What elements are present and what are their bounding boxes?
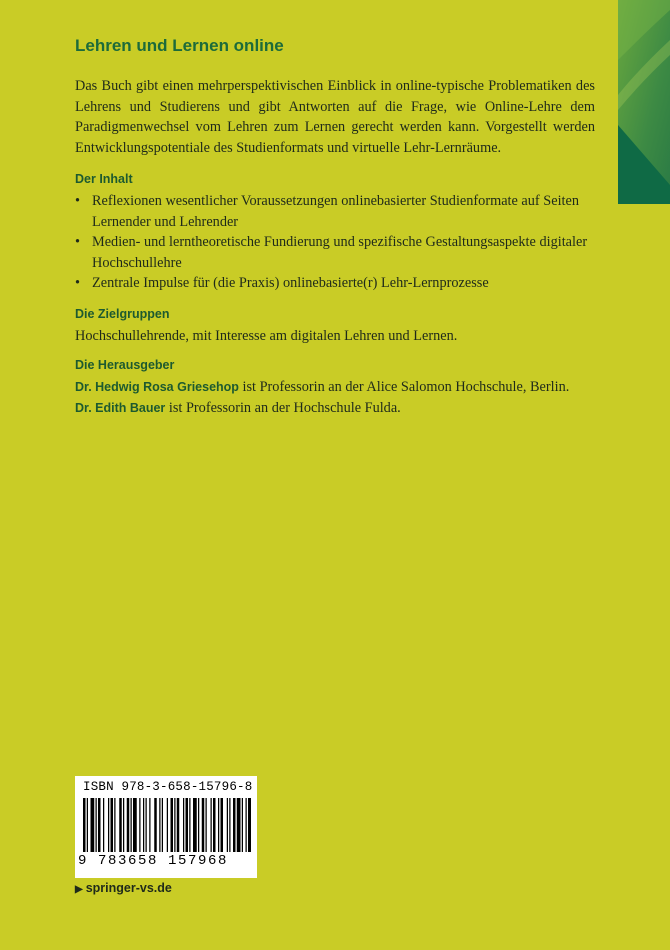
barcode-bar [198,798,199,852]
barcode-bar [114,798,115,852]
editor-description: ist Professorin an der Alice Salomon Hochschule, Berlin. [238,379,570,396]
bullet-icon: • [75,234,81,251]
barcode-bar [227,798,228,852]
audience-text: Hochschullehrende, mit Interesse am digitalen Lehren und Lernen. [75,327,458,344]
barcode-bar [167,798,168,852]
barcode-bar [213,798,216,852]
barcode-bar [242,798,243,852]
barcode-bar [202,798,205,852]
barcode-bar [111,798,114,852]
editors-heading: Die Herausgeber [75,358,175,373]
contents-item-text: Reflexionen wesentlicher Voraussetzungen onlinebasierter Studienformate auf Seiten Lernender und Lehrender [92,193,580,230]
barcode-bar [96,798,97,852]
bullet-icon: • [75,275,81,292]
barcode-bar [229,798,230,852]
barcode-bar [103,798,104,852]
book-title: Lehren und Lernen online [75,36,284,55]
barcode-bar [174,798,175,852]
editor-entry [75,398,595,419]
bullet-icon: • [75,193,81,210]
barcode-bars [81,798,251,854]
barcode-bar [171,798,174,852]
list-item [75,232,595,273]
ean-digits: 9 783658 157968 [78,853,229,869]
editor-name: Dr. Hedwig Rosa Griesehop [75,380,239,395]
editor-description: ist Professorin an der Hochschule Fulda. [165,399,401,416]
isbn-number: ISBN 978-3-658-15796-8 [83,780,253,794]
barcode-bar [248,798,251,852]
website-url: springer-vs.de [85,881,172,895]
barcode-bar [133,798,137,852]
barcode-bar [211,798,212,852]
contents-heading: Der Inhalt [75,172,133,187]
back-cover-text [75,36,595,418]
editor-entry [75,377,595,398]
list-item [75,273,595,294]
barcode-bar [183,798,184,852]
barcode-bar [189,798,190,852]
barcode-bar [162,798,163,852]
contents-list [75,191,595,294]
barcode-bar [154,798,157,852]
barcode-bar [143,798,144,852]
barcode-bar [206,798,207,852]
barcode-bar [123,798,124,852]
contents-item-text: Zentrale Impulse für (die Praxis) onlinebasierte(r) Lehr-Lernprozesse [92,275,489,292]
barcode-bar [139,798,140,852]
list-item [75,191,595,232]
barcode-bar [127,798,130,852]
contents-item-text: Medien- und lerntheoretische Fundierung und spezifische Gestaltungsaspekte digitaler Hochschullehre [92,234,588,271]
editor-name: Dr. Edith Bauer [75,400,166,415]
barcode-bar [108,798,109,852]
arrow-icon: ▶ [75,884,83,895]
barcode-bar [221,798,224,852]
barcode-bar [87,798,88,852]
barcode-bar [149,798,150,852]
barcode-bar [186,798,189,852]
book-description: Das Buch gibt einen mehrperspektivischen Einblick in online-typische Problematiken des Lehrens und Studierens und gibt Antworten auf die Frage, wie Online-Lehre dem Paradigmenwechsel vom Lehren zum Lernen gerecht werden kann. Vorgestellt werden Entwicklungspotentiale des Studienformats und virtuelle Lehr-Lernräume. [75,78,595,156]
barcode-bar [83,798,86,852]
barcode-bar [218,798,219,852]
audience-heading: Die Zielgruppen [75,306,170,321]
barcode-bar [146,798,147,852]
barcode-bar [237,798,241,852]
publisher-website[interactable] [75,881,172,895]
isbn-barcode [75,776,257,878]
corner-decoration [618,0,670,204]
barcode-bar [193,798,197,852]
barcode-bar [119,798,122,852]
barcode-bar [246,798,247,852]
barcode-bar [131,798,132,852]
barcode-bar [98,798,101,852]
barcode-bar [159,798,160,852]
barcode-bar [177,798,180,852]
barcode-bar [91,798,95,852]
barcode-bar [233,798,236,852]
